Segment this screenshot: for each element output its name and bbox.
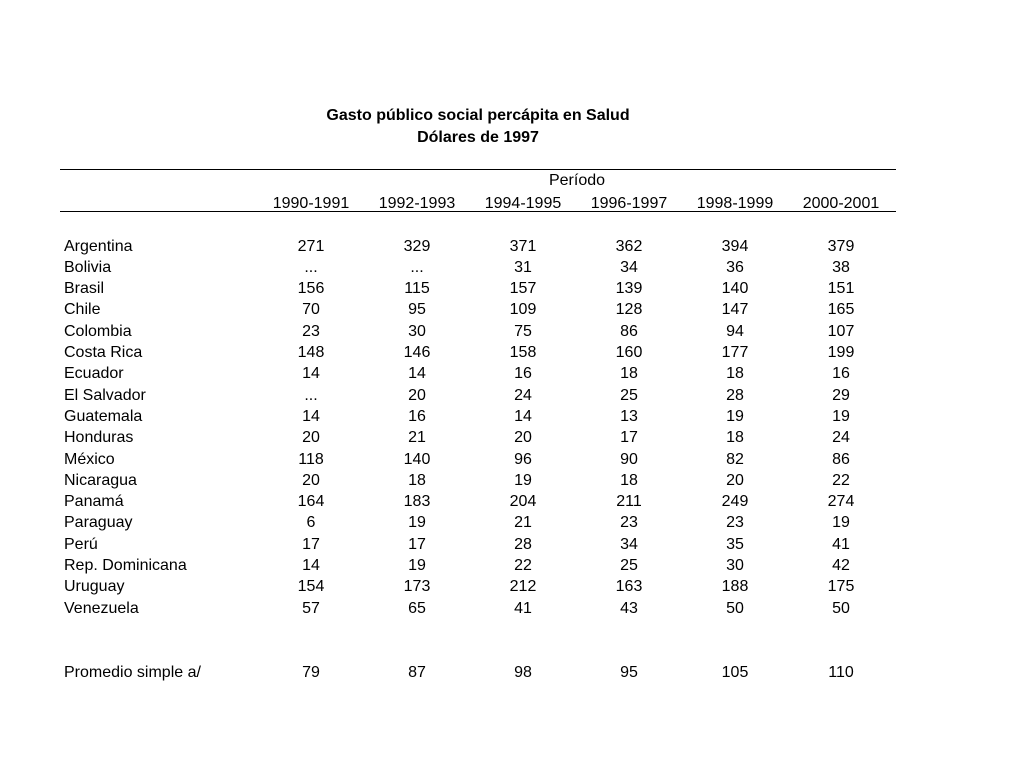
- table-cell: 86: [620, 322, 638, 340]
- table-cell: 20: [302, 429, 320, 447]
- table-cell: 175: [827, 578, 855, 596]
- table-cell: 14: [514, 407, 532, 425]
- spacer-row: [60, 619, 894, 662]
- table-cell: 22: [514, 557, 532, 575]
- table-cell: 19: [726, 407, 744, 425]
- table-cell: 82: [726, 450, 744, 468]
- table-cell: 13: [620, 407, 638, 425]
- table-cell: 183: [403, 493, 431, 511]
- table-cell: 23: [620, 514, 638, 532]
- table-cell: 95: [620, 663, 638, 681]
- table-cell: 14: [302, 365, 320, 383]
- table-cell: ...: [410, 258, 424, 276]
- table-cell: 21: [408, 429, 426, 447]
- table-cell: 379: [827, 237, 855, 255]
- table-cell: 19: [832, 407, 850, 425]
- data-table: [60, 193, 894, 683]
- row-label: Venezuela: [64, 599, 139, 617]
- table-cell: 21: [514, 514, 532, 532]
- table-cell: 42: [832, 557, 850, 575]
- table-cell: 140: [721, 280, 749, 298]
- table-cell: 188: [721, 578, 749, 596]
- spacer-cell: [60, 214, 894, 235]
- table-cell: 148: [297, 344, 325, 362]
- table-cell: 16: [408, 407, 426, 425]
- table-cell: 96: [514, 450, 532, 468]
- table-cell: 249: [721, 493, 749, 511]
- spacer-row: [60, 214, 894, 235]
- top-rule: [60, 169, 896, 170]
- table-cell: 36: [726, 258, 744, 276]
- table-cell: 19: [408, 514, 426, 532]
- column-header-row: [60, 193, 894, 214]
- row-label: Perú: [64, 535, 98, 553]
- table-cell: 30: [408, 322, 426, 340]
- table-cell: 94: [726, 322, 744, 340]
- table-cell: 154: [297, 578, 325, 596]
- table-row: [60, 299, 894, 320]
- table-cell: 18: [726, 365, 744, 383]
- table-cell: 23: [302, 322, 320, 340]
- table-cell: 20: [408, 386, 426, 404]
- table-cell: 50: [832, 599, 850, 617]
- row-label: Panamá: [64, 493, 124, 511]
- table-row: [60, 427, 894, 448]
- table-cell: 16: [514, 365, 532, 383]
- table-cell: 31: [514, 258, 532, 276]
- row-label: Bolivia: [64, 258, 112, 276]
- table-cell: 211: [616, 493, 642, 511]
- table-cell: 28: [514, 535, 532, 553]
- table-row: [60, 321, 894, 342]
- row-label: Colombia: [64, 322, 132, 340]
- table-cell: 16: [832, 365, 850, 383]
- table-row: [60, 236, 894, 257]
- table-row: [60, 598, 894, 619]
- table-cell: 24: [514, 386, 532, 404]
- table-cell: 18: [620, 471, 638, 489]
- table-cell: 25: [620, 386, 638, 404]
- table-cell: 28: [726, 386, 744, 404]
- column-header: 2000-2001: [802, 195, 880, 212]
- row-label: Brasil: [64, 280, 105, 298]
- table-cell: 17: [620, 429, 638, 447]
- row-label: Honduras: [64, 429, 134, 447]
- row-label: Chile: [64, 301, 101, 319]
- spacer-cell: [60, 619, 894, 662]
- table-cell: 75: [514, 322, 532, 340]
- table-cell: 98: [514, 663, 532, 681]
- table-cell: 107: [827, 322, 855, 340]
- table-cell: 19: [832, 514, 850, 532]
- table-cell: 274: [827, 493, 855, 511]
- table-cell: 57: [302, 599, 320, 617]
- table-row: [60, 385, 894, 406]
- table-cell: 19: [514, 471, 532, 489]
- table-cell: ...: [304, 258, 318, 276]
- period-group-label: Período: [548, 172, 606, 189]
- table-cell: 79: [302, 663, 320, 681]
- table-row: [60, 576, 894, 597]
- table-cell: 394: [721, 237, 749, 255]
- table-cell: 165: [827, 301, 855, 319]
- table-cell: 20: [302, 471, 320, 489]
- table-cell: 371: [509, 237, 537, 255]
- table-cell: 157: [509, 280, 537, 298]
- table-cell: 139: [615, 280, 643, 298]
- table-cell: 20: [514, 429, 532, 447]
- table-cell: 173: [403, 578, 431, 596]
- table-cell: 41: [514, 599, 532, 617]
- table-cell: 156: [297, 280, 325, 298]
- table-cell: 25: [620, 557, 638, 575]
- column-header: 1998-1999: [696, 195, 774, 212]
- table-cell: 65: [408, 599, 426, 617]
- table-cell: 24: [832, 429, 850, 447]
- column-header: 1994-1995: [484, 195, 562, 212]
- table-cell: 14: [302, 407, 320, 425]
- table-row: [60, 278, 894, 299]
- table-row: [60, 512, 894, 533]
- table-cell: 87: [408, 663, 426, 681]
- table-cell: 6: [306, 514, 316, 532]
- table-cell: 35: [726, 535, 744, 553]
- table-row: [60, 491, 894, 512]
- table-cell: 30: [726, 557, 744, 575]
- table-cell: 23: [726, 514, 744, 532]
- table-cell: 90: [620, 450, 638, 468]
- table-row: [60, 257, 894, 278]
- table-cell: 43: [620, 599, 638, 617]
- table-row: [60, 406, 894, 427]
- row-label: Nicaragua: [64, 471, 137, 489]
- table-cell: 14: [408, 365, 426, 383]
- table-cell: 70: [302, 301, 320, 319]
- row-label: Paraguay: [64, 514, 133, 532]
- table-cell: 362: [615, 237, 643, 255]
- table-cell: 160: [615, 344, 643, 362]
- table-row: [60, 470, 894, 491]
- table-row: [60, 555, 894, 576]
- table-cell: 14: [302, 557, 320, 575]
- row-label: Guatemala: [64, 407, 143, 425]
- table-row: [60, 363, 894, 384]
- table-cell: 20: [726, 471, 744, 489]
- table-cell: 95: [408, 301, 426, 319]
- row-label: Promedio simple a/: [64, 663, 201, 681]
- table-title: Gasto público social percápita en Salud: [326, 107, 630, 124]
- row-label: Uruguay: [64, 578, 125, 596]
- row-label: Argentina: [64, 237, 133, 255]
- row-label: México: [64, 450, 115, 468]
- table-cell: 18: [408, 471, 426, 489]
- table-cell: 128: [615, 301, 643, 319]
- table-cell: 86: [832, 450, 850, 468]
- row-label: Ecuador: [64, 365, 124, 383]
- table-cell: 118: [298, 450, 324, 468]
- table-cell: 163: [615, 578, 643, 596]
- table-subtitle: Dólares de 1997: [417, 129, 539, 146]
- row-label: Costa Rica: [64, 344, 143, 362]
- table-cell: 34: [620, 535, 638, 553]
- table-cell: 34: [620, 258, 638, 276]
- table-cell: 147: [721, 301, 749, 319]
- table-cell: 50: [726, 599, 744, 617]
- column-header: 1992-1993: [378, 195, 456, 212]
- table-cell: 199: [827, 344, 855, 362]
- table-cell: 140: [403, 450, 431, 468]
- table-row: [60, 449, 894, 470]
- table-cell: 17: [302, 535, 320, 553]
- column-header: 1996-1997: [590, 195, 668, 212]
- table-cell: ...: [304, 386, 318, 404]
- row-label: El Salvador: [64, 386, 146, 404]
- table-cell: 271: [297, 237, 325, 255]
- table-cell: 158: [509, 344, 537, 362]
- table-cell: 146: [403, 344, 431, 362]
- table-cell: 115: [404, 280, 430, 298]
- table-body: [60, 214, 894, 683]
- table-cell: 41: [832, 535, 850, 553]
- table-cell: 18: [726, 429, 744, 447]
- table-cell: 204: [509, 493, 537, 511]
- column-header: 1990-1991: [272, 195, 350, 212]
- table-cell: 164: [297, 493, 325, 511]
- table-cell: 109: [509, 301, 537, 319]
- table-row: [60, 534, 894, 555]
- table-cell: 105: [721, 663, 749, 681]
- table-cell: 38: [832, 258, 850, 276]
- table-cell: 177: [721, 344, 749, 362]
- table-cell: 22: [832, 471, 850, 489]
- row-label: Rep. Dominicana: [64, 557, 187, 575]
- table-cell: 18: [620, 365, 638, 383]
- table-cell: 17: [408, 535, 426, 553]
- row-label-header: [60, 193, 258, 214]
- table-cell: 19: [408, 557, 426, 575]
- table-cell: 29: [832, 386, 850, 404]
- summary-row: [60, 662, 894, 683]
- table-row: [60, 342, 894, 363]
- table-cell: 110: [828, 663, 854, 681]
- table-cell: 212: [509, 578, 537, 596]
- table-cell: 329: [403, 237, 431, 255]
- table-cell: 151: [827, 280, 855, 298]
